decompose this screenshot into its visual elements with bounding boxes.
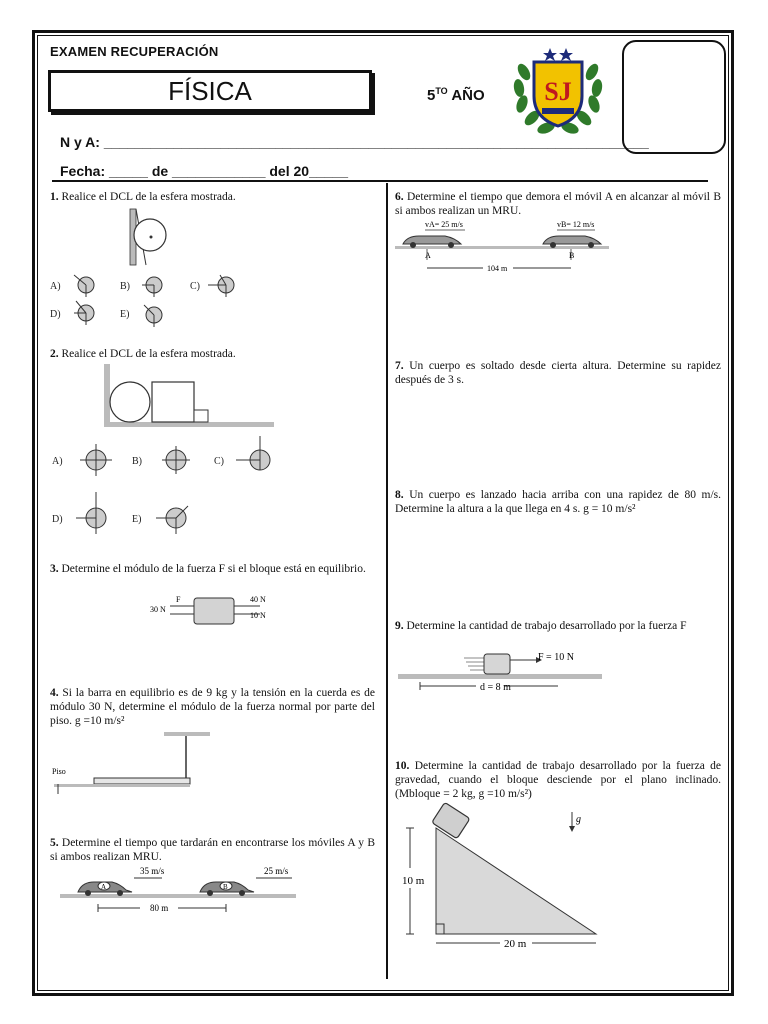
question-text: Determine el módulo de la fuerza F si el bloque está en equilibrio. [61,563,366,575]
q5-speed-a: 35 m/s [140,866,165,876]
q10-figure [400,806,610,952]
question-9 [395,619,721,633]
q5-distance: 80 m [150,903,169,913]
question-number: 8. [395,489,404,501]
q5-speed-b: 25 m/s [264,866,289,876]
q5-car-a: A [101,883,107,891]
question-3 [50,562,375,576]
q1-option-d: D) [50,309,61,320]
q10-base-label: 20 m [504,938,527,950]
question-number: 6. [395,191,404,203]
school-crest-icon [510,42,606,138]
question-1 [50,190,375,204]
grade-number: 5 [427,87,436,104]
question-text: Determine la cantidad de trabajo desarrollado por la fuerza de gravedad, cuando el bloque desciende por el plano inclinado. (Mbloque = 2 kg, g =10 m/s²) [395,760,721,800]
question-4 [50,686,375,728]
question-number: 7. [395,360,404,372]
name-field[interactable]: N y A: ______________________________________________________________________ [60,134,649,150]
question-6 [395,190,721,218]
column-divider [386,183,388,979]
q1-option-b: B) [120,281,130,292]
question-number: 3. [50,563,59,575]
date-field[interactable]: Fecha: _____ de ____________ del 20_____ [60,163,349,179]
q2-figure [50,362,290,542]
q9-distance: d = 8 m [480,682,511,693]
q10-height-label: 10 m [402,875,425,887]
crest-text: SJ [544,77,572,106]
subject-title: FÍSICA [48,70,372,112]
question-text: Un cuerpo es soltado desde cierta altura. Determine su rapidez después de 3 s. [395,360,721,386]
grade-superscript: TO [435,86,448,96]
q3-label-f: F [176,595,181,604]
q3-label-right-top: 40 N [250,595,266,604]
q4-figure [52,728,222,798]
question-2 [50,347,375,361]
question-text: Determine el tiempo que demora el móvil A en alcanzar al móvil B si ambos realizan un MRU. [395,191,722,217]
q6-speed-b: vB= 12 m/s [557,220,595,229]
question-number: 4. [50,687,59,699]
q2-option-a: A) [52,456,63,467]
q9-figure [398,646,606,694]
q1-option-a: A) [50,281,61,292]
question-text: Realice el DCL de la esfera mostrada. [61,348,236,360]
q3-label-left: 30 N [150,605,166,614]
q1-option-e: E) [120,309,130,320]
question-number: 2. [50,348,59,360]
q6-speed-a: vA= 25 m/s [425,220,463,229]
q6-distance: 104 m [487,264,508,273]
question-text: Realice el DCL de la esfera mostrada. [61,191,236,203]
q3-figure [150,592,280,626]
exam-label: EXAMEN RECUPERACIÓN [50,44,219,59]
question-10 [395,759,721,801]
q4-floor-label: Piso [52,767,66,776]
question-7 [395,359,721,387]
question-text: Determine el tiempo que tardarán en encontrarse los móviles A y B si ambos realizan MRU. [50,837,375,863]
q2-option-d: D) [52,514,63,525]
q6-point-a: A [425,251,431,260]
header-divider [52,180,708,182]
q1-option-c: C) [190,281,200,292]
q6-figure [395,218,615,274]
grade-word: AÑO [451,87,485,104]
question-text: Determine la cantidad de trabajo desarrollado por la fuerza F [406,620,687,632]
question-number: 5. [50,837,59,849]
q3-label-right-bottom: 10 N [250,611,266,620]
q5-car-b: B [223,883,228,891]
q5-figure [60,866,300,916]
question-5 [50,836,375,864]
q2-option-c: C) [214,456,224,467]
q1-figure [50,205,290,335]
q10-g-label: g [576,814,581,825]
grade-label [427,86,485,104]
question-8 [395,488,721,516]
q2-option-b: B) [132,456,142,467]
q2-option-e: E) [132,514,142,525]
q6-point-b: B [569,251,575,260]
question-number: 10. [395,760,410,772]
question-number: 9. [395,620,404,632]
q9-force-label: F = 10 N [538,652,574,663]
question-number: 1. [50,191,59,203]
question-text: Un cuerpo es lanzado hacia arriba con una rapidez de 80 m/s. Determine la altura a la que llega en 4 s. g = 10 m/s² [395,489,721,515]
question-text: Si la barra en equilibrio es de 9 kg y la tensión en la cuerda es de módulo 30 N, determine el módulo de la fuerza normal por parte del piso. g =10 m/s² [50,687,376,727]
